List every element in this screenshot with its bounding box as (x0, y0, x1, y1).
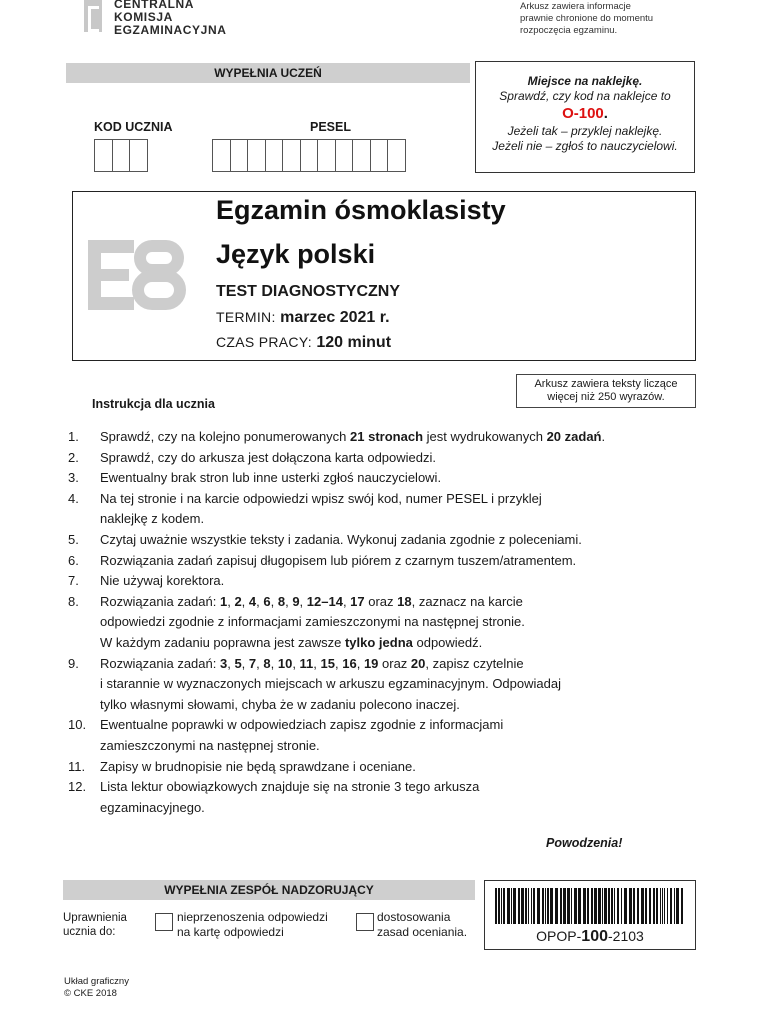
instruction-item (68, 654, 688, 716)
barcode-number: OPOP-100-2103 (536, 928, 644, 945)
pesel-box[interactable] (370, 139, 389, 172)
barcode-bar (511, 888, 512, 924)
code-box[interactable] (94, 139, 113, 172)
code-box[interactable] (112, 139, 131, 172)
instruction-text: Sprawdź, czy do arkusza jest dołączona karta odpowiedzi. (100, 449, 437, 465)
instruction-item (68, 571, 688, 592)
cke-logo (76, 0, 246, 40)
barcode-bar (608, 888, 610, 924)
barcode-bar (518, 888, 520, 924)
barcode-bar (574, 888, 577, 924)
barcode-bar (578, 888, 581, 924)
pesel-box[interactable] (230, 139, 249, 172)
instruction-text: Na tej stronie i na karcie odpowiedzi wpisz swój kod, numer PESEL i przyklej naklejkę z kodem. (100, 490, 542, 527)
instruction-number: 9. (68, 655, 79, 671)
barcode-bar (629, 888, 632, 924)
instruction-item (68, 468, 688, 489)
instruction-number: 1. (68, 429, 79, 444)
barcode-bar (537, 888, 540, 924)
exam-type: TEST DIAGNOSTYCZNY (216, 283, 401, 300)
barcode-bar (567, 888, 570, 924)
instruction-number: 2. (68, 449, 79, 465)
barcode-bar (495, 888, 497, 924)
barcode-bar (670, 888, 672, 924)
instruction-item (68, 427, 688, 448)
instruction-number: 4. (68, 490, 79, 506)
instruction-number: 5. (68, 531, 79, 547)
barcode-image (495, 888, 685, 924)
pesel-box[interactable] (387, 139, 406, 172)
instruction-text: Ewentualne poprawki w odpowiedziach zapisz zgodnie z informacjami zamieszczonymi na następnej stronie. (100, 717, 504, 753)
confidentiality-note: Arkusz zawiera informacje prawnie chronione do momentu rozpoczęcia egzaminu. (520, 1, 654, 36)
barcode-bar (528, 888, 529, 924)
sticker-no-text: Jeżeli nie – zgłoś to nauczycielowi. (492, 139, 678, 153)
instruction-item (68, 551, 688, 572)
instruction-text: Rozwiązania zadań: 3, 5, 7, 8, 10, 11, 15, 16, 19 oraz 20, zapisz czytelnie i starannie w wyznaczonych miejscach w arkuszu egzaminacyjnym. Odpowiadaj tylko własnymi słowami, chyba że w zadaniu polecono inaczej. (100, 655, 561, 712)
pesel-box[interactable] (300, 139, 319, 172)
code-box[interactable] (129, 139, 148, 172)
instruction-number: 3. (68, 470, 79, 486)
e8-logo-8-bottom (132, 270, 186, 310)
barcode-bar (498, 888, 500, 924)
entitlements-label: Uprawnienia ucznia do: (63, 912, 127, 938)
barcode-bar (503, 888, 505, 924)
instruction-text: Lista lektur obowiązkowych znajduje się na stronie 3 tego arkusza egzaminacyjnego. (100, 779, 480, 815)
sticker-yes-text: Jeżeli tak – przyklej naklejkę. (507, 124, 663, 138)
exam-subject: Język polski (216, 239, 376, 269)
instruction-number: 7. (68, 573, 79, 589)
barcode-bar (594, 888, 597, 924)
instructions-list (68, 427, 688, 818)
pesel-box[interactable] (317, 139, 336, 172)
barcode-bar (525, 888, 527, 924)
good-luck-text: Powodzenia! (546, 836, 623, 850)
barcode-bar (587, 888, 589, 924)
barcode-bar (507, 888, 510, 924)
footer-note: Układ graficzny © CKE 2018 (64, 976, 129, 999)
instruction-number: 6. (68, 552, 79, 568)
instruction-item (68, 489, 688, 530)
student-code-boxes[interactable] (94, 139, 147, 172)
sticker-title: Miejsce na naklejkę. (527, 74, 643, 88)
barcode-bar (645, 888, 647, 924)
barcode-bar (513, 888, 516, 924)
barcode-bar (674, 888, 675, 924)
instruction-text: Rozwiązania zadań: 1, 2, 4, 6, 8, 9, 12–14, 17 oraz 18, zaznacz na karcie odpowiedzi zgodnie z informacjami zamieszczonymi na następnej stronie. W każdym zadaniu poprawna jest zawsze tylko jedna odpowiedź. (100, 593, 525, 650)
barcode-bar (533, 888, 535, 924)
instruction-item (68, 592, 688, 654)
barcode-bar (614, 888, 615, 924)
instruction-number: 11. (68, 758, 86, 774)
sticker-area[interactable] (475, 61, 695, 173)
barcode-bar (624, 888, 627, 924)
barcode-bar (501, 888, 502, 924)
cke-logo-icon (84, 0, 102, 32)
pesel-box[interactable] (212, 139, 231, 172)
pesel-box[interactable] (282, 139, 301, 172)
barcode-bar (633, 888, 635, 924)
long-texts-note: Arkusz zawiera teksty liczące więcej niż 250 wyrazów. (516, 374, 696, 408)
barcode-bar (583, 888, 586, 924)
barcode-bar (656, 888, 658, 924)
instruction-text: Ewentualny brak stron lub inne usterki zgłoś nauczycielowi. (100, 470, 442, 486)
exam-date: TERMIN: marzec 2021 r. (216, 309, 390, 326)
barcode-bar (676, 888, 679, 924)
barcode-bar (681, 888, 683, 924)
pesel-box[interactable] (265, 139, 284, 172)
sticker-check-text: Sprawdź, czy kod na naklejce to (499, 89, 671, 103)
barcode-box (484, 880, 696, 950)
barcode-bar (641, 888, 644, 924)
barcode-bar (547, 888, 549, 924)
no-transfer-label: nieprzenoszenia odpowiedzi na kartę odpowiedzi (177, 910, 328, 939)
instruction-text: Zapisy w brudnopisie nie będą sprawdzane i oceniane. (100, 758, 416, 774)
barcode-bar (598, 888, 601, 924)
student-code-label: KOD UCZNIA (94, 120, 173, 134)
pesel-box[interactable] (352, 139, 371, 172)
instruction-number: 10. (68, 717, 87, 733)
barcode-bar (637, 888, 639, 924)
instruction-item (68, 715, 688, 756)
instruction-text: Czytaj uważnie wszystkie teksty i zadania. Wykonuj zadania zgodnie z poleceniami. (100, 531, 582, 547)
instruction-item (68, 448, 688, 469)
sticker-code: O-100. (562, 105, 608, 122)
pesel-box[interactable] (335, 139, 354, 172)
barcode-bar (602, 888, 603, 924)
barcode-bar (611, 888, 613, 924)
student-fill-bar: WYPEŁNIA UCZEŃ (66, 63, 470, 83)
instruction-item (68, 530, 688, 551)
instruction-item (68, 757, 688, 778)
barcode-bar (591, 888, 593, 924)
barcode-bar (521, 888, 524, 924)
e8-logo-e-shape (88, 240, 134, 310)
barcode-bar (621, 888, 622, 924)
instructions-title: Instrukcja dla ucznia (92, 397, 215, 411)
barcode-bar (563, 888, 566, 924)
e8-logo (88, 240, 198, 310)
adjusted-grading-checkbox[interactable] (356, 913, 374, 931)
instruction-number: 12. (68, 779, 87, 795)
adjusted-grading-label: dostosowania zasad oceniania. (377, 910, 468, 939)
instruction-text: Nie używaj korektora. (100, 573, 225, 589)
cke-logo-text: CENTRALNA KOMISJA EGZAMINACYJNA (114, 0, 227, 37)
pesel-boxes[interactable] (212, 139, 405, 172)
instruction-item (68, 777, 688, 818)
instruction-text: Sprawdź, czy na kolejno ponumerowanych 21 stronach jest wydrukowanych 20 zadań. (100, 429, 606, 444)
barcode-bar (662, 888, 663, 924)
barcode-bar (545, 888, 546, 924)
barcode-bar (550, 888, 553, 924)
barcode-bar (531, 888, 532, 924)
barcode-bar (649, 888, 651, 924)
barcode-bar (571, 888, 572, 924)
exam-duration: CZAS PRACY: 120 minut (216, 334, 392, 351)
pesel-box[interactable] (247, 139, 266, 172)
barcode-bar (664, 888, 665, 924)
instruction-number: 8. (68, 593, 79, 609)
barcode-bar (560, 888, 562, 924)
barcode-bar (542, 888, 544, 924)
no-transfer-checkbox[interactable] (155, 913, 173, 931)
barcode-bar (555, 888, 558, 924)
barcode-bar (667, 888, 668, 924)
instruction-text: Rozwiązania zadań zapisuj długopisem lub piórem z czarnym tuszem/atramentem. (100, 552, 577, 568)
barcode-bar (604, 888, 607, 924)
supervisor-fill-bar: WYPEŁNIA ZESPÓŁ NADZORUJĄCY (63, 880, 475, 900)
exam-title: Egzamin ósmoklasisty (216, 195, 506, 225)
barcode-bar (660, 888, 661, 924)
barcode-bar (653, 888, 655, 924)
barcode-bar (617, 888, 619, 924)
pesel-label: PESEL (310, 120, 351, 134)
